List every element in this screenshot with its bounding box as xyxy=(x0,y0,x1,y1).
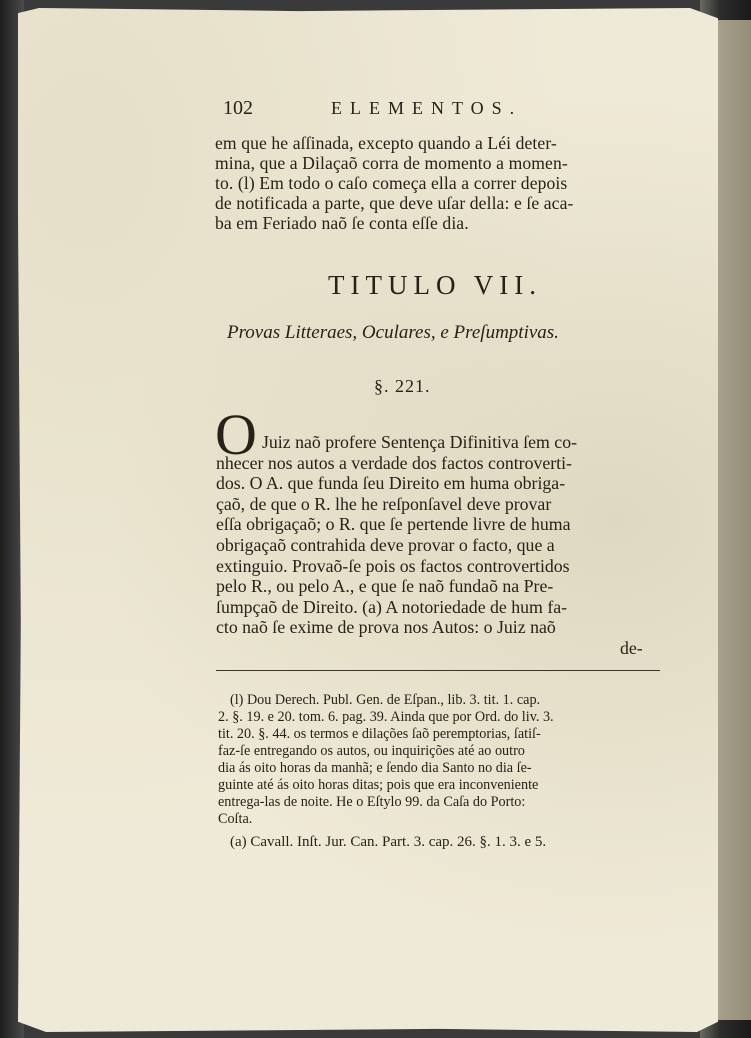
drop-cap: O xyxy=(215,402,257,467)
paragraph-line: dos. O A. que funda ſeu Direito em huma obriga- xyxy=(216,473,566,493)
footnote-line: tit. 20. §. 44. os termos e dilações ſaõ peremptorias, ſatiſ- xyxy=(218,726,541,742)
running-title: ELEMENTOS. xyxy=(331,98,523,118)
footnote-line: 2. §. 19. e 20. tom. 6. pag. 39. Ainda que por Ord. do liv. 3. xyxy=(218,709,554,725)
intro-line: to. (l) Em todo o caſo começa ella a correr depois xyxy=(215,173,568,193)
footnote-line: dia ás oito horas da manhã; e ſendo dia Santo no dia ſe- xyxy=(218,760,532,776)
paragraph-line: cto naõ ſe exime de prova nos Autos: o Juiz naõ xyxy=(216,617,556,637)
paragraph-line: obrigaçaõ contrahida deve provar o facto, que a xyxy=(216,535,555,555)
paragraph-line: Juiz naõ profere Sentença Difinitiva ſem co- xyxy=(262,432,578,452)
paragraph-line: çaõ, de que o R. lhe he reſponſavel deve provar xyxy=(216,494,552,514)
page-number: 102 xyxy=(223,97,253,119)
footnote-rule xyxy=(216,670,660,671)
facing-page-edge xyxy=(716,20,751,1020)
paragraph-number: §. 221. xyxy=(374,376,431,396)
paragraph-line: extinguio. Provaõ-ſe pois os factos controvertidos xyxy=(216,556,570,576)
intro-line: ba em Feriado naõ ſe conta eſſe dia. xyxy=(215,213,469,233)
footnote-line: Coſta. xyxy=(218,811,253,827)
catchword: de- xyxy=(620,638,643,658)
paragraph-line: eſſa obrigaçaõ; o R. que ſe pertende livre de huma xyxy=(216,514,571,534)
paragraph-line: nhecer nos autos a verdade dos factos controverti- xyxy=(216,453,572,473)
footnote-line: entrega-las de noite. He o Eſtylo 99. da Caſa do Porto: xyxy=(218,794,526,810)
section-subtitle: Provas Litteraes, Oculares, e Preſumptivas. xyxy=(227,322,559,343)
intro-line: de notificada a parte, que deve uſar della: e ſe aca- xyxy=(215,193,574,213)
paragraph-line: pelo R., ou pelo A., e que ſe naõ fundaõ na Pre- xyxy=(216,576,554,596)
intro-line: em que he aſſinada, excepto quando a Léi deter- xyxy=(215,133,557,153)
footnote-line: (l) Dou Derech. Publ. Gen. de Eſpan., lib. 3. tit. 1. cap. xyxy=(230,692,541,708)
footnote-line: (a) Cavall. Inſt. Jur. Can. Part. 3. cap. 26. §. 1. 3. e 5. xyxy=(230,834,547,850)
footnote-line: faz-ſe entregando os autos, ou inquirições até ao outro xyxy=(218,743,525,759)
section-heading: TITULO VII. xyxy=(328,270,542,300)
paragraph-line: ſumpçaõ de Direito. (a) A notoriedade de hum fa- xyxy=(216,597,568,617)
intro-line: mina, que a Dilaçaõ corra de momento a momen- xyxy=(215,153,568,173)
footnote-line: guinte até ás oito horas ditas; pois que era inconveniente xyxy=(218,777,539,793)
